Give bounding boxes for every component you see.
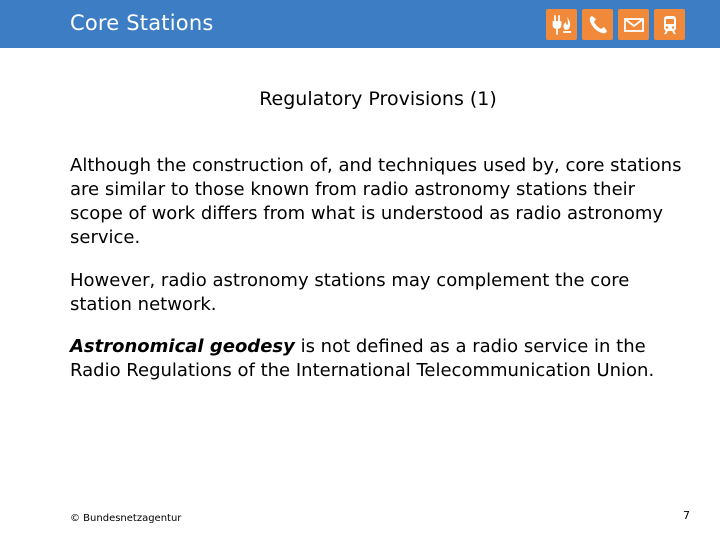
paragraph-3-emphasis: Astronomical geodesy <box>70 336 295 357</box>
footer-copyright: © Bundesnetzagentur <box>70 513 182 524</box>
paragraph-3-rest: is not defined as a radio service in the Radio Regulations of the International Telecommunication Union. <box>70 336 655 381</box>
slide-subtitle: Regulatory Provisions (1) <box>259 88 497 110</box>
page-number: 7 <box>683 509 690 522</box>
header-icons <box>546 9 685 40</box>
train-icon <box>654 9 685 40</box>
header-bar <box>0 0 720 48</box>
paragraph-1: Although the construction of, and techniques used by, core stations are similar to those known from radio astronomy stations their scope of work differs from what is understood as radio astronomy service. <box>70 155 682 248</box>
mail-icon <box>618 9 649 40</box>
telephone-icon <box>582 9 613 40</box>
electricity-gas-icon <box>546 9 577 40</box>
paragraph-3 <box>70 335 690 383</box>
paragraph-2: However, radio astronomy stations may complement the core station network. <box>70 270 630 315</box>
slide-title: Core Stations <box>70 11 214 35</box>
